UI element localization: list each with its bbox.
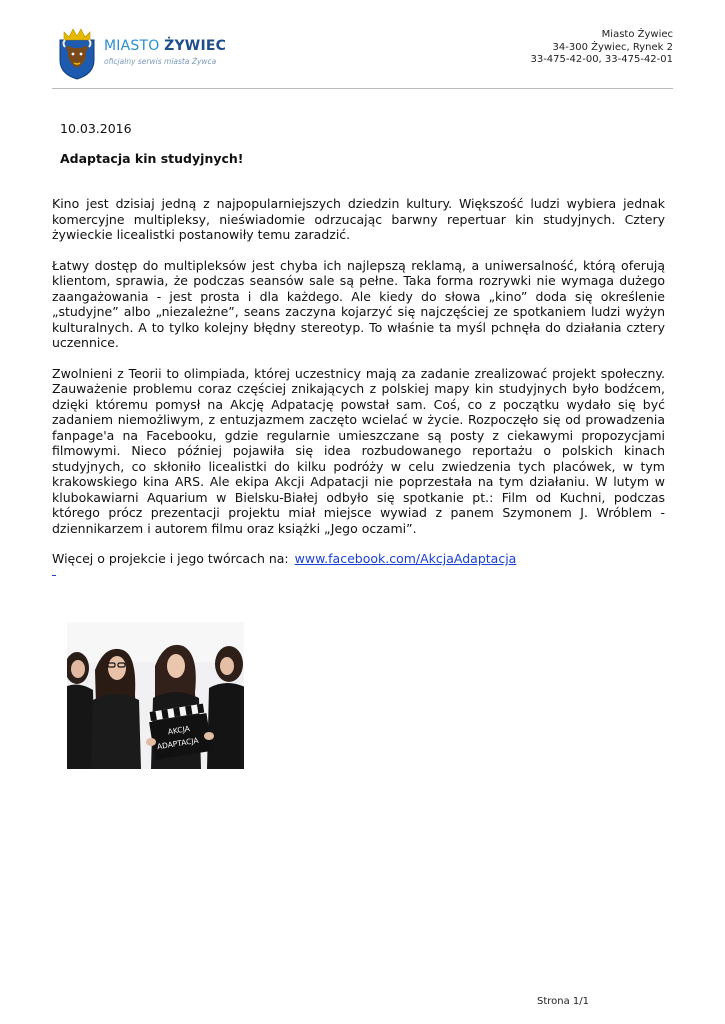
- zywiec-crest-icon: [56, 26, 98, 80]
- logo-title-regular: MIASTO: [104, 38, 160, 54]
- article-photo: [67, 622, 244, 769]
- header-divider: [52, 88, 673, 89]
- address-block: [530, 29, 673, 67]
- logo-subtitle: oficjalny serwis miasta Żywca: [104, 57, 217, 66]
- article-body: [52, 196, 665, 582]
- page-number: Strona 1/1: [537, 996, 590, 1007]
- article-title: Adaptacja kin studyjnych!: [60, 151, 244, 166]
- empty-link[interactable]: [52, 567, 56, 576]
- more-info-label: Więcej o projekcie i jego twórcach na:: [52, 551, 289, 566]
- clapper-text-2: ADAPTACJA: [156, 735, 200, 752]
- clapper-text-1: AKCJA: [167, 724, 191, 737]
- facebook-link[interactable]: www.facebook.com/AkcjaAdaptacja: [294, 551, 517, 566]
- paragraph-3: Zwolnieni z Teorii to olimpiada, której uczestnicy mają za zadanie zrealizować projekt społeczny. Zauważenie problemu coraz częściej znikających z polskiej mapy kin studyjnych było bodźcem, dzięki któremu pomysł na Akcję Adpatację powstał sam. Coś, co z początku wydało się być zadaniem niemożliwym, z entuzjazmem zaczęto wcielać w życie. Rozpoczęło się od prowadzenia fanpage'a na Facebooku, gdzie regularnie umieszczane są posty z ciekawymi propozycjami filmowymi. Nieco później pojawiła się idea rozbudowanego reportażu o polskich kinach studyjnych, co skłoniło licealistki do kilku podróży w celu zwiedzenia tych placówek, w tym krakowskiego kina ARS. Ale ekipa Akcji Adpatacji nie poprzestała na tym działaniu. W lutym w klubokawiarni Aquarium w Bielsku-Białej odbyło się spotkanie pt.: Film od Kuchni, podczas którego prócz prezentacji projektu miał miejsce wywiad z panem Szymonem J. Wróblem - dziennikarzem i autorem filmu oraz książki „Jego oczami”.: [52, 365, 665, 536]
- address-street: 34-300 Żywiec, Rynek 2: [552, 41, 673, 53]
- address-phone: 33-475-42-00, 33-475-42-01: [530, 54, 673, 65]
- site-logo[interactable]: [56, 26, 226, 82]
- paragraph-1: Kino jest dzisiaj jedną z najpopularniejszych dziedzin kultury. Większość ludzi wybiera jednak komercyjne multipleksy, nieświadomie odrzucając barwny repertuar kin studyjnych. Cztery żywieckie licealistki postanowiły temu zaradzić.: [52, 196, 665, 242]
- address-name: Miasto Żywiec: [601, 29, 673, 40]
- article-date: 10.03.2016: [60, 121, 132, 136]
- logo-title-bold: ŻYWIEC: [164, 38, 227, 54]
- paragraph-2: Łatwy dostęp do multipleksów jest chyba ich najlepszą reklamą, a uniwersalność, którą oferują klientom, sprawia, że podczas seansów sale są pełne. Taka forma rozrywki nie wymaga dużego zaangażowania - jest prosta i dla każdego. Ale kiedy do słowa „kino” doda się określenie „studyjne” albo „niezależne”, seans zaczyna kojarzyć się najczęściej ze spotkaniem ludzi wyżyn kulturalnych. A to tylko kolejny błędny stereotyp. To właśnie ta myśl pchnęła do działania cztery uczennice.: [52, 257, 665, 350]
- more-info: [52, 551, 665, 567]
- logo-title: [104, 38, 226, 54]
